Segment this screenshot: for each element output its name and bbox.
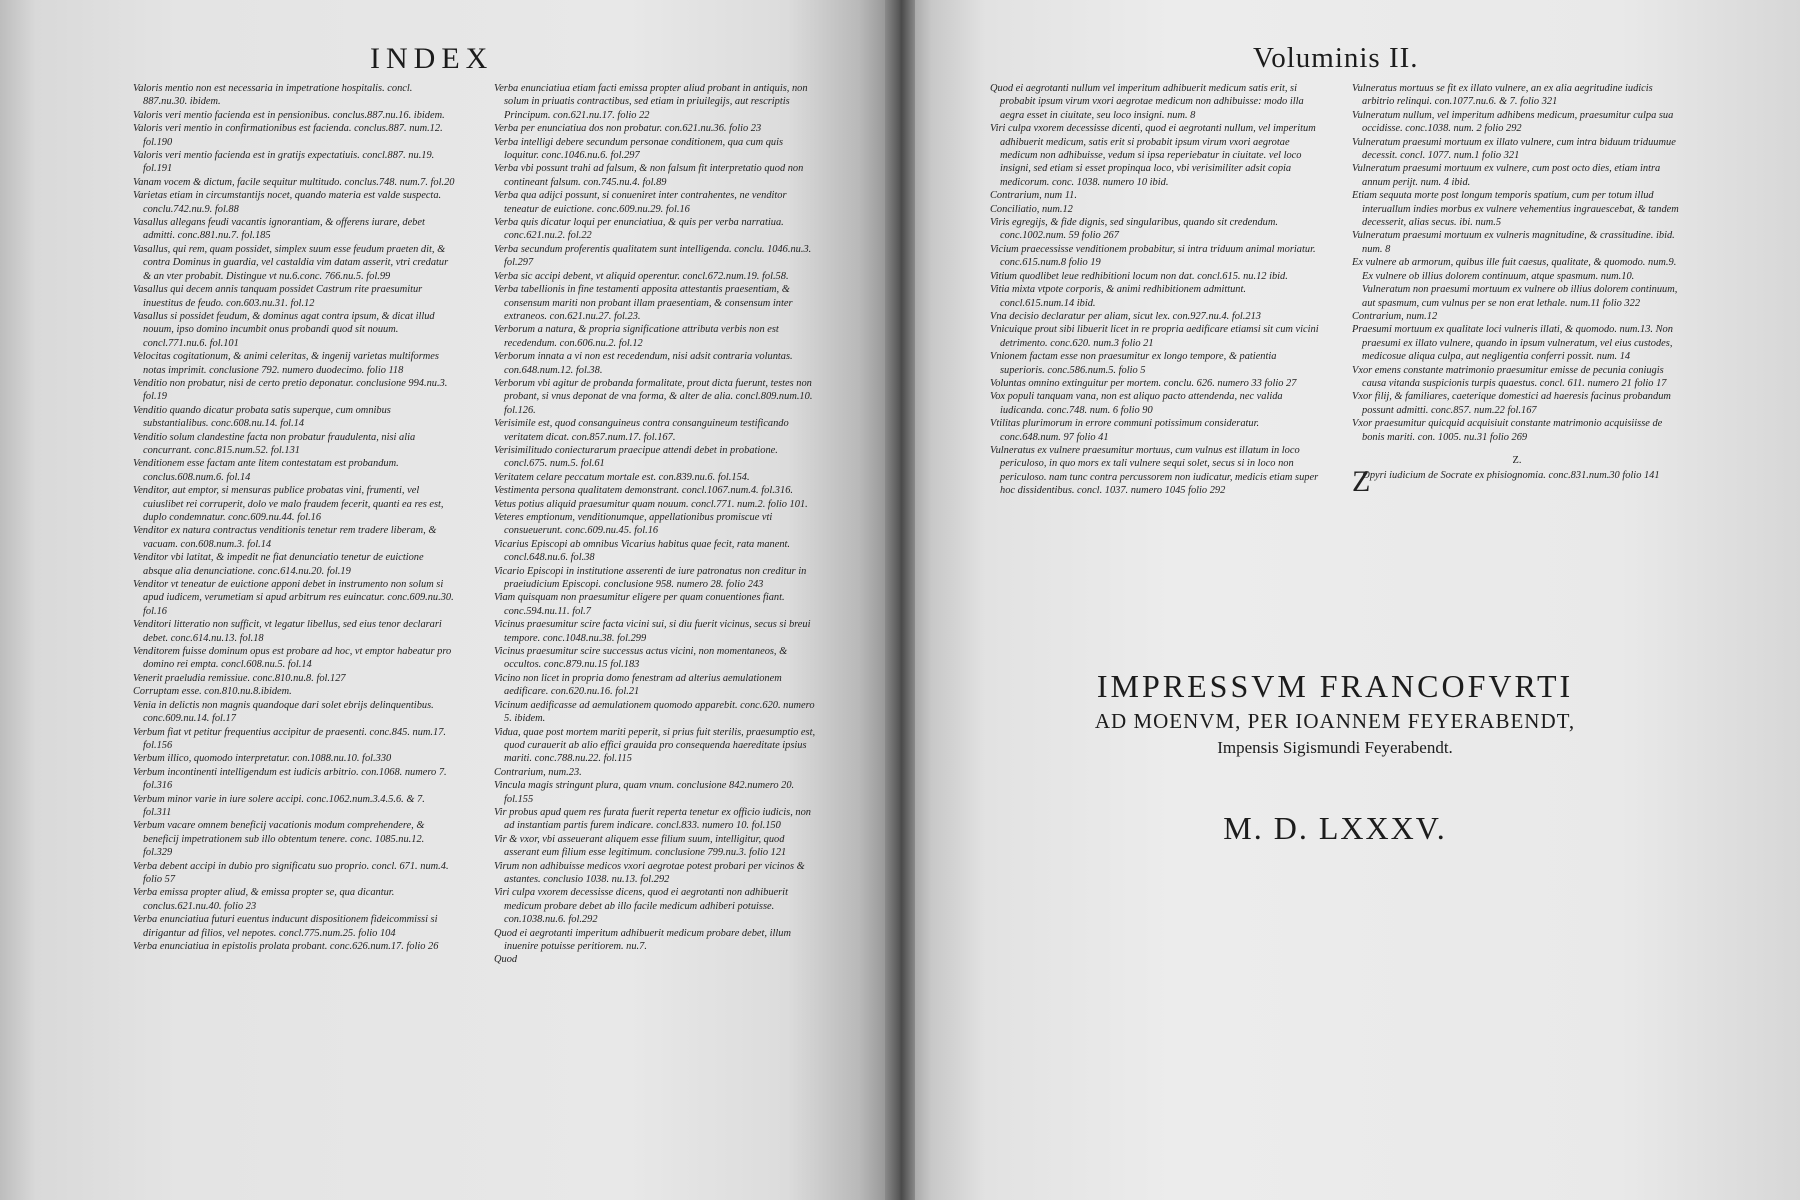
index-entry: Vasallus si possidet feudum, & dominus agat contra ipsum, & dicat illud nouum, ipso domino incumbit onus probandi quod sit nouum. concl.771.nu.6. fol.101 (133, 310, 435, 349)
z-section-entry (1352, 465, 1682, 499)
index-entry: Corruptam esse. con.810.nu.8.ibidem. (133, 686, 292, 698)
index-entry: Etiam sequuta morte post longum temporis spatium, cum per totum illud interuallum indies morbus ex vulnere vehementius ingrauescebat, & tandem decesserit, alias secus. ibi. num.5 (1352, 190, 1679, 229)
running-head-right: Voluminis II. (1253, 42, 1419, 74)
index-entry: Vitia mixta vtpote corporis, & animi redhibitionem admittunt. concl.615.num.14 ibid. (990, 284, 1246, 309)
index-entry: Quod (494, 954, 518, 966)
index-entry: Venditor, aut emptor, si mensuras publice probatas vini, frumenti, vel cuiuslibet rei corruperit, dolo ve malo fraudem fecerit, quanti ea res est, duplo condemnatur. conc.609.nu.44. fol.16 (133, 485, 444, 523)
index-entry: Vicarius Episcopi ab omnibus Vicarius habitus quae fecit, rata manent. concl.648.nu.6. fol.38 (494, 538, 791, 564)
index-entry: Verba emissa propter aliud, & emissa propter se, qua dicantur. conclus.621.nu.40. folio 23 (133, 887, 395, 912)
index-entry: Venditio quando dicatur probata satis superque, cum omnibus substantialibus. conc.608.nu.14. fol.14 (133, 404, 391, 430)
index-entry: Verba tabellionis in fine testamenti apposita attestantis praesentiam, & consensum mariti non probant illam praesentiam, & consensum inter extraneos. con.621.nu.27. fol.23. (494, 284, 793, 322)
imprint-line-2: AD MOENVM, PER IOANNEM FEYERABENDT, (1094, 709, 1576, 733)
index-column-left-1 (133, 82, 455, 953)
index-entry: Verisimilitudo coniecturarum praecipue attendi debet in probatione. concl.675. num.5. fol.61 (494, 444, 778, 470)
index-entry: Verba enunciatiua etiam facti emissa propter aliud probant in antiquis, non solum in priuatis contractibus, sed etiam in priuilegijs, aut rescriptis Principum. con.621.nu.17. folio 22 (494, 83, 808, 121)
index-entry: Vasallus allegans feudi vacantis ignorantiam, & offerens iurare, debet admitti. conc.881.nu.7. fol.185 (133, 217, 425, 242)
index-entry: Valoris veri mentio facienda est in pensionibus. conclus.887.nu.16. ibidem. (133, 109, 445, 121)
index-entry: Quod ei aegrotanti imperitum adhibuerit medicum probare debet, illum inuenire potuisse peritiorem. nu.7. (494, 927, 791, 952)
index-entry: Vulneratum nullum, vel imperitum adhibens medicum, praesumitur culpa sua occidisse. conc.1038. num. 2 folio 292 (1352, 109, 1674, 135)
index-entry: Vitium quodlibet leue redhibitioni locum non dat. concl.615. nu.12 ibid. (990, 270, 1288, 282)
index-entry: Contrarium, num.12 (1352, 310, 1438, 322)
index-entry: Vulneratus mortuus se fit ex illato vulnere, an ex alia aegritudine iudicis arbitrio relinqui. con.1077.nu.6. & 7. folio 321 (1352, 83, 1653, 108)
imprint-line-3: Impensis Sigismundi Feyerabendt. (1217, 738, 1453, 757)
index-column-right-2-entries (1352, 82, 1682, 444)
index-entry: Venditor vbi latitat, & impedit ne fiat denunciatio tenetur de euictione absque alia denunciatione. conc.614.nu.20. fol.19 (133, 552, 424, 577)
index-column-right-1-entries (990, 82, 1320, 498)
index-entry: Velocitas cogitationum, & animi celeritas, & ingenij varietas multiformes notas imprimit. conclusione 792. numero duodecimo. folio 118 (133, 351, 439, 376)
index-entry: Venditorem fuisse dominum opus est probare ad hoc, vt emptor habeatur pro domino rei empta. concl.608.nu.5. fol.14 (133, 646, 452, 671)
index-entry: Verbum fiat vt petitur frequentius accipitur de praesenti. conc.845. num.17. fol.156 (133, 726, 447, 751)
index-entry: Viam quisquam non praesumitur eligere per quam conuentiones fiant. conc.594.nu.11. fol.7 (494, 592, 785, 617)
index-entry: Verba quis dicatur loqui per enunciatiua, & quis per verba narratiua. conc.621.nu.2. fol.22 (494, 217, 784, 242)
index-entry: Praesumi mortuum ex qualitate loci vulneris illati, & quomodo. num.13. Non praesumi ex illato vulnere, quando in ipsum vulneratum, vel eius custodes, medicosue aliqua culpa, aut negligentia conferri possit. num. 14 (1352, 324, 1673, 363)
index-entry: Vxor emens constante matrimonio praesumitur emisse de pecunia coniugis causa vitanda suspicionis turpis quaestus. concl. 611. numero 21 folio 17 (1352, 364, 1667, 389)
book-gutter (885, 0, 915, 1200)
index-entry: Verba qua adijci possunt, si conueniret inter contrahentes, ne venditor teneatur de euictione. conc.609.nu.29. fol.16 (494, 190, 787, 215)
index-entry: Contrarium, num.23. (494, 766, 582, 778)
index-entry: Vulneratum praesumi mortuum ex vulneris magnitudine, & crassitudine. ibid. num. 8 (1352, 230, 1675, 255)
index-entry: Vir probus apud quem res furata fuerit reperta tenetur ex officio iudicis, non ad instantiam partis furem indicare. concl.833. numero 10. fol.150 (494, 806, 811, 832)
index-entry: Verba secundum proferentis qualitatem sunt intelligenda. conclu. 1046.nu.3. fol.297 (494, 243, 812, 269)
index-entry: Verbum minor varie in iure solere accipi. conc.1062.num.3.4.5.6. & 7. fol.311 (133, 793, 425, 818)
index-entry: Verborum vbi agitur de probanda formalitate, prout dicta fuerunt, testes non probant, si vnus deponat de vna forma, & alter de alia. concl.809.num.10. fol.126. (494, 377, 813, 416)
index-entry: Varietas etiam in circumstantijs nocet, quando materia est valde suspecta. conclu.742.nu.9. fol.88 (133, 190, 442, 215)
index-entry: Verborum innata a vi non est recedendum, nisi adsit contraria voluntas. con.648.num.12. fol.38. (494, 351, 793, 376)
index-entry: Venditori litteratio non sufficit, vt legatur libellus, sed eius tenor declarari debet. conc.614.nu.13. fol.18 (133, 619, 442, 644)
index-entry: Vicinus praesumitur scire successus actus vicini, non momentaneos, & occultos. conc.879.nu.15 fol.183 (494, 646, 788, 671)
index-entry: Vnionem factam esse non praesumitur ex longo tempore, & patientia superioris. conc.586.num.5. folio 5 (990, 351, 1277, 376)
index-entry: Vidua, quae post mortem mariti peperit, si prius fuit sterilis, praesumptio est, quod curauerit ab alio effici grauida pro consequenda haereditate ipsius mariti. conc.788.nu.22. fol.115 (494, 726, 816, 765)
index-entry: Vicario Episcopi in institutione asserenti de iure patronatus non creditur in praeiudicium Episcopi. conclusione 958. numero 28. folio 243 (494, 565, 807, 591)
index-entry: Vicium praecessisse venditionem probabitur, si intra triduum animal moriatur. conc.615.num.8 folio 19 (990, 243, 1316, 269)
index-entry: Valoris veri mentio in confirmationibus est facienda. conclus.887. num.12. fol.190 (133, 123, 443, 148)
imprint-line-1: IMPRESSVM FRANCOFVRTI (1096, 668, 1574, 704)
index-entry: Vulneratum praesumi mortuum ex illato vulnere, cum intra biduum triduumue decessit. concl. 1077. num.1 folio 321 (1352, 136, 1676, 162)
index-entry: Viris egregijs, & fide dignis, sed singularibus, quando sit credendum. conc.1002.num. 59 folio 267 (990, 217, 1278, 242)
index-entry: Vestimenta persona qualitatem demonstrant. concl.1067.num.4. fol.316. (494, 485, 793, 497)
running-head-left: INDEX (370, 42, 494, 75)
z-initial: Z (1352, 465, 1371, 499)
imprint-block (985, 668, 1685, 847)
index-entry: Venditor vt teneatur de euictione apponi debet in instrumento non solum si apud iudicem, verumetiam si apud arbitrum res euincatur. conc.609.nu.30. fol.16 (133, 579, 454, 617)
index-entry: Veritatem celare peccatum mortale est. con.839.nu.6. fol.154. (494, 471, 750, 483)
index-entry: Contrarium, num 11. (990, 190, 1077, 202)
index-column-right-2 (1352, 82, 1682, 499)
index-entry: Verba enunciatiua in epistolis prolata probant. conc.626.num.17. folio 26 (133, 941, 439, 952)
index-entry: Viri culpa vxorem decessisse dicens, quod ei aegrotanti non adhibuerit medicum probare debet ab illo facile medicum adhiberi potuisse. con.1038.nu.6. fol.292 (494, 887, 788, 926)
index-entry: Vasallus qui decem annis tanquam possidet Castrum rite praesumitur inuestitus de feudo. con.603.nu.31. fol.12 (133, 284, 423, 309)
index-entry: Verba intelligi debere secundum personae conditionem, qua cum quis loquitur. conc.1046.nu.6. fol.297 (494, 136, 784, 162)
index-entry: Voluntas omnino extinguitur per mortem. conclu. 626. numero 33 folio 27 (990, 377, 1297, 389)
index-entry: Vxor praesumitur quicquid acquisiuit constante matrimonio acquisiisse de bonis mariti. con. 1005. nu.31 folio 269 (1352, 418, 1663, 443)
index-entry: Verbum vacare omnem beneficij vacationis modum comprehendere, & beneficij impetrationem sub illo obtentum tenere. conc. 1085.nu.12. fol.329 (133, 820, 425, 859)
z-section-text: Opyri iudicium de Socrate ex phisiognomia. conc.831.num.30 folio 141 (1362, 470, 1660, 482)
index-entry: Quod ei aegrotanti nullum vel imperitum adhibuerit medicum satis erit, si probabit ipsum virum vxori aegrotae medicum non adhibuisse: modo illa aegra esset in ciuitate, seu loco insigni. num. 8 (990, 83, 1304, 121)
z-section-heading: Z. (1512, 454, 1522, 466)
index-entry: Venia in delictis non magnis quandoque dari solet ebrijs delinquentibus. conc.609.nu.14. fol.17 (133, 699, 434, 725)
index-entry: Verba per enunciatiua dos non probatur. con.621.nu.36. folio 23 (494, 123, 762, 135)
index-entry: Verba vbi possunt trahi ad falsum, & non falsum fit interpretatio quod non contineant falsum. con.745.nu.4. fol.89 (494, 163, 804, 188)
index-entry: Vir & vxor, vbi asseuerant aliquem esse filium suum, intelligitur, quod asserant eum filium esse legitimum. conclusione 799.nu.3. folio 121 (494, 833, 787, 859)
index-entry: Verba sic accipi debent, vt aliquid operentur. concl.672.num.19. fol.58. (494, 270, 789, 282)
index-entry: Vtilitas plurimorum in errore communi potissimum consideratur. conc.648.num. 97 folio 41 (990, 418, 1260, 443)
index-column-right-1 (990, 82, 1320, 498)
index-entry: Valoris mentio non est necessaria in impetratione hospitalis. concl. 887.nu.30. ibidem. (133, 83, 413, 108)
index-entry: Vulneratum praesumi mortuum ex vulnere, cum post octo dies, etiam intra annum perijt. num. 4 ibid. (1352, 163, 1661, 188)
index-entry: Venditionem esse factam ante litem contestatam est probandum. conclus.608.num.6. fol.14 (133, 458, 399, 483)
index-entry: Conciliatio, num.12 (990, 203, 1073, 215)
index-entry: Venditio non probatur, nisi de certo pretio deponatur. conclusione 994.nu.3. fol.19 (133, 377, 448, 403)
index-entry: Verisimile est, quod consanguineus contra consanguineum testificando veritatem dicat. con.857.num.17. fol.167. (494, 418, 789, 443)
index-entry: Verbum incontinenti intelligendum est iudicis arbitrio. con.1068. numero 7. fol.316 (133, 766, 447, 792)
index-entry: Vna decisio declaratur per aliam, sicut lex. con.927.nu.4. fol.213 (990, 310, 1261, 322)
index-entry: Ex vulnere ab armorum, quibus ille fuit caesus, qualitate, & quomodo. num.9. Ex vulnere ob illius dolorem continuum, atque spasmum. num.10. Vulneratum non praesumi mortuum ex vulnere ob illius dolorem continuum, aut spasmum, cum vulnus per se non erat lethale. num.11 folio 322 (1352, 257, 1678, 309)
index-column-left-2 (494, 82, 816, 967)
index-entry: Venditor ex natura contractus venditionis tenetur rem tradere liberam, & vacuam. con.608.num.3. fol.14 (133, 525, 437, 550)
index-entry: Vicino non licet in propria domo fenestram ad alterius aemulationem aedificare. con.620.nu.16. fol.21 (494, 672, 782, 698)
index-entry: Vulneratus ex vulnere praesumitur mortuus, cum vulnus est illatum in loco periculoso, in quo mors ex tali vulnere sequi solet, secus si in loco non periculoso. nam tunc contra percussorem non iudicatur, medicis etiam super hoc dissidentibus. concl. 1037. numero 1045 folio 292 (990, 444, 1319, 497)
index-entry: Valoris veri mentio facienda est in gratijs expectatiuis. concl.887. nu.19. fol.191 (133, 150, 435, 175)
index-entry: Vxor filij, & familiares, caeterique domestici ad haeresis facinus probandum possunt admitti. conc.857. num.22 fol.167 (1352, 391, 1671, 416)
index-entry: Vnicuique prout sibi libuerit licet in re propria aedificare etiamsi sit cum vicini detrimento. conc.620. num.3 folio 21 (990, 324, 1319, 349)
imprint-year: M. D. LXXXV. (1223, 810, 1447, 846)
index-entry: Vicinum aedificasse ad aemulationem quomodo apparebit. conc.620. numero 5. ibidem. (494, 699, 815, 725)
index-entry: Verba debent accipi in dubio pro significatu suo proprio. concl. 671. num.4. folio 57 (133, 860, 449, 885)
index-entry: Vincula magis stringunt plura, quam vnum. conclusione 842.numero 20. fol.155 (494, 780, 795, 805)
index-entry: Verborum a natura, & propria significatione attributa verbis non est recedendum. con.606.nu.2. fol.12 (494, 324, 779, 349)
index-entry: Vicinus praesumitur scire facta vicini sui, si diu fuerit vicinus, secus si breui tempore. conc.1048.nu.38. fol.299 (494, 619, 811, 644)
index-entry: Verbum illico, quomodo interpretatur. con.1088.nu.10. fol.330 (133, 753, 392, 765)
index-entry: Vanam vocem & dictum, facile sequitur multitudo. conclus.748. num.7. fol.20 (133, 176, 455, 188)
index-entry: Venerit praeludia remissiue. conc.810.nu.8. fol.127 (133, 672, 346, 684)
index-entry: Verba enunciatiua futuri euentus inducunt dispositionem fideicommissi si dirigantur ad filios, vel nepotes. concl.775.num.25. folio 104 (133, 914, 438, 939)
index-entry: Viri culpa vxorem decessisse dicenti, quod ei aegrotanti nullum, vel imperitum adhibuerit medicum, satis erit si probabit ipsum virum vxori aegrotae medicum non adhibuisse, vedum si ipsa reperiebatur in ciuitate. vel loco insigni, sed etiam si esset propinqua loco, vbi verisimiliter adsit copia medicorum. conc. 1038. numero 10 ibid. (990, 123, 1316, 188)
index-entry: Vetus potius aliquid praesumitur quam nouum. concl.771. num.2. folio 101. (494, 498, 808, 510)
index-entry: Venditio solum clandestine facta non probatur fraudulenta, nisi alia concurrant. conc.815.num.52. fol.131 (133, 431, 416, 456)
index-entry: Vox populi tanquam vana, non est aliquo pacto attendenda, nec valida iudicanda. conc.748. num. 6 folio 90 (990, 391, 1283, 416)
index-entry: Virum non adhibuisse medicos vxori aegrotae potest probari per vicinos & astantes. conclusio 1038. nu.13. fol.292 (494, 860, 805, 885)
index-entry: Veteres emptionum, venditionumque, appellationibus promiscue vti consueuerunt. conc.609.nu.45. fol.16 (494, 512, 773, 537)
index-entry: Vasallus, qui rem, quam possidet, simplex suum esse feudum praeten dit, & contra Dominus in guardia, vel castaldia vim datam asserit, vtri credatur & an vter probabit. Distingue vt nu.6.conc. 766.nu.5. fol.99 (133, 243, 449, 282)
